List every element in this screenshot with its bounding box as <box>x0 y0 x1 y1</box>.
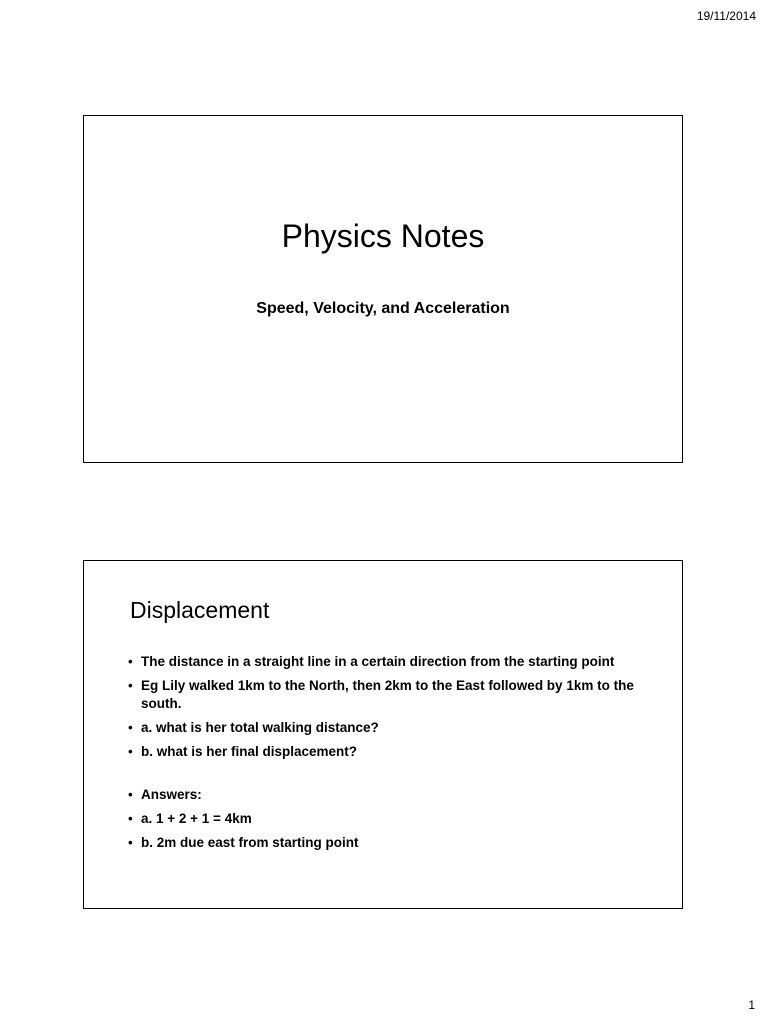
bullet-icon: • <box>128 744 133 759</box>
bullet-item <box>128 786 648 804</box>
bullet-text: The distance in a straight line in a certain direction from the starting point <box>141 654 615 669</box>
bullet-list <box>128 653 648 858</box>
bullet-item <box>128 653 648 671</box>
bullet-icon: • <box>128 720 133 735</box>
document-date: 19/11/2014 <box>696 9 756 23</box>
bullet-icon: • <box>128 787 133 802</box>
bullet-icon: • <box>128 678 133 693</box>
slide-displacement <box>83 560 683 909</box>
slide-title: Physics Notes <box>281 218 485 254</box>
bullet-text: Answers: <box>141 787 202 802</box>
page-number: 1 <box>748 998 755 1012</box>
bullet-item <box>128 719 648 737</box>
bullet-icon: • <box>128 811 133 826</box>
bullet-text: b. what is her final displacement? <box>141 744 358 759</box>
slide-subtitle: Speed, Velocity, and Acceleration <box>256 300 510 317</box>
bullet-item <box>128 677 648 713</box>
bullet-icon: • <box>128 835 133 850</box>
bullet-text: a. 1 + 2 + 1 = 4km <box>141 811 252 826</box>
bullet-item <box>128 743 648 761</box>
bullet-text: Eg Lily walked 1km to the North, then 2km to the East followed by 1km to the south. <box>141 678 634 711</box>
bullet-text: b. 2m due east from starting point <box>141 835 359 850</box>
bullet-item <box>128 810 648 828</box>
bullet-icon: • <box>128 654 133 669</box>
bullet-text: a. what is her total walking distance? <box>141 720 379 735</box>
slide-heading: Displacement <box>130 597 270 623</box>
bullet-item <box>128 834 648 852</box>
slide-title-page <box>83 115 683 463</box>
